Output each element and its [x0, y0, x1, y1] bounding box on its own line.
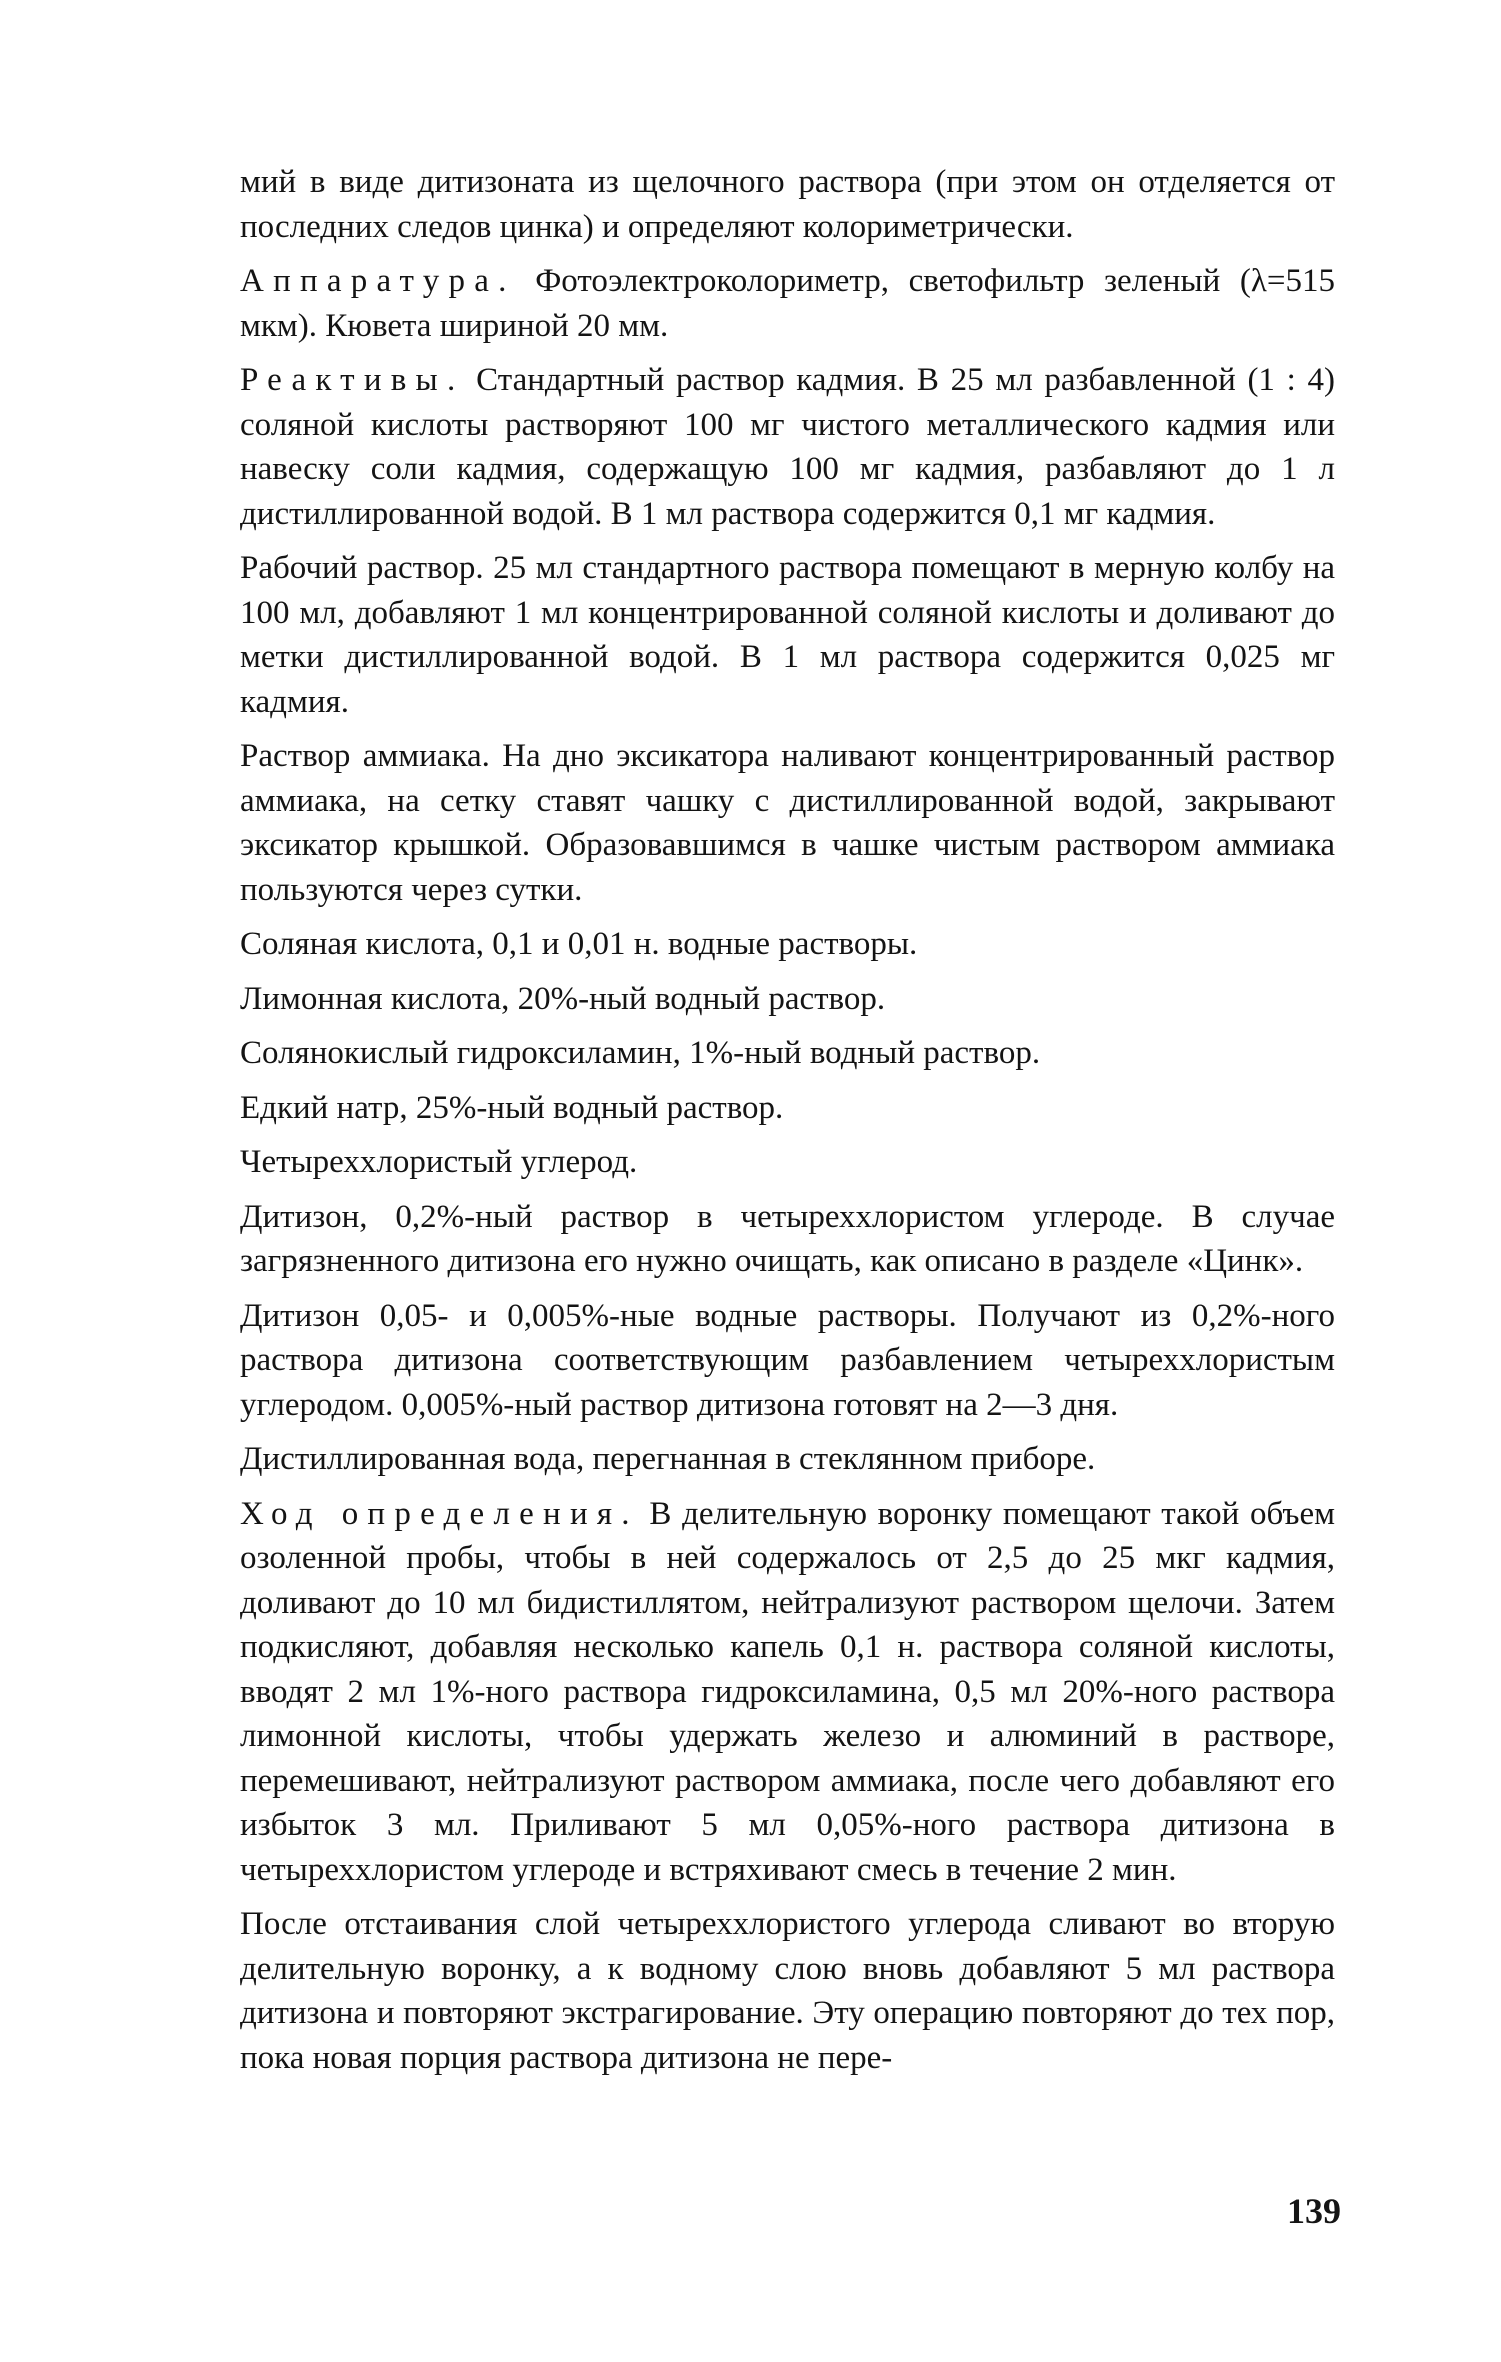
text-column [240, 160, 1335, 2090]
paragraph-apparatus-text: Фотоэлектроколориметр, светофильтр зеленый (λ=515 мкм). Кювета шириной 20 мм. [240, 263, 1335, 344]
paragraph-working-solution: Рабочий раствор. 25 мл стандартного раствора помещают в мерную колбу на 100 мл, добавляют 1 мл концентрированной соляной кислоты и доливают до метки дистиллированной водой. В 1 мл раствора содержится 0,025 мг кадмия. [240, 550, 1335, 720]
paragraph-hydroxylamine: Солянокислый гидроксиламин, 1%-ный водный раствор. [240, 1035, 1041, 1071]
section-heading-procedure: Ход определения. [240, 1495, 639, 1532]
paragraph-dithizone-02: Дитизон, 0,2%-ный раствор в четыреххлористом углероде. В случае загрязненного дитизона его нужно очищать, как описано в разделе «Цинк». [240, 1198, 1335, 1279]
section-heading-apparatus: Аппаратура. [240, 263, 516, 299]
paragraph-apparatus [240, 259, 1335, 348]
paragraph-caustic-soda: Едкий натр, 25%-ный водный раствор. [240, 1089, 784, 1126]
paragraph-carbon-tetrachloride: Четыреххлористый углерод. [240, 1144, 638, 1180]
paragraph-distilled-water: Дистиллированная вода, перегнанная в стеклянном приборе. [240, 1441, 1096, 1477]
section-heading-reagents: Реактивы. [240, 362, 465, 398]
paragraph-procedure [240, 1492, 1335, 1893]
paragraph-reagents [240, 358, 1335, 536]
paragraph-intro: мий в виде дитизоната из щелочного раствора (при этом он отделяется от последних следов цинка) и определяют колориметрически. [240, 164, 1335, 245]
paragraph-procedure-text: В делительную воронку помещают такой объем озоленной пробы, чтобы в ней содержалось от 2,5 до 25 мкг кадмия, доливают до 10 мл бидистиллятом, нейтрализуют раствором щелочи. Затем подкисляют, добавляя несколько капель 0,1 н. раствора соляной кислоты, вводят 2 мл 1%-ного раствора гидроксиламина, 0,5 мл 20%-ного раствора лимонной кислоты, чтобы удержать железо и алюминий в растворе, перемешивают, нейтрализуют раствором аммиака, после чего добавляют его избыток 3 мл. Приливают 5 мл 0,05%-ного раствора дитизона в четыреххлористом углероде и встряхивают смесь в течение 2 мин. [240, 1495, 1336, 1888]
paragraph-after-settling: После отстаивания слой четыреххлористого углерода сливают во вторую делительную воронку, а к водному слою вновь добавляют 5 мл раствора дитизона и повторяют экстрагирование. Эту операцию повторяют до тех пор, пока новая порция раствора дитизона не пере- [240, 1906, 1335, 2076]
paragraph-dithizone-dilutions: Дитизон 0,05- и 0,005%-ные водные растворы. Получают из 0,2%-ного раствора дитизона соответствующим разбавлением четыреххлористым углеродом. 0,005%-ный раствор дитизона готовят на 2—3 дня. [240, 1297, 1335, 1423]
page-number: 139 [1287, 2191, 1341, 2231]
paragraph-ammonia-solution: Раствор аммиака. На дно эксикатора наливают концентрированный раствор аммиака, на сетку ставят чашку с дистиллированной водой, закрывают эксикатор крышкой. Образовавшимся в чашке чистым раствором аммиака пользуются через сутки. [240, 738, 1335, 908]
paragraph-citric-acid: Лимонная кислота, 20%-ный водный раствор. [240, 980, 886, 1017]
paragraph-hydrochloric-acid: Соляная кислота, 0,1 и 0,01 н. водные растворы. [240, 926, 918, 962]
paragraph-reagents-text: Стандартный раствор кадмия. В 25 мл разбавленной (1 : 4) соляной кислоты растворяют 100 мг чистого металлического кадмия или навеску соли кадмия, содержащую 100 мг кадмия, разбавляют до 1 л дистиллированной водой. В 1 мл раствора содержится 0,1 мг кадмия. [240, 362, 1335, 532]
